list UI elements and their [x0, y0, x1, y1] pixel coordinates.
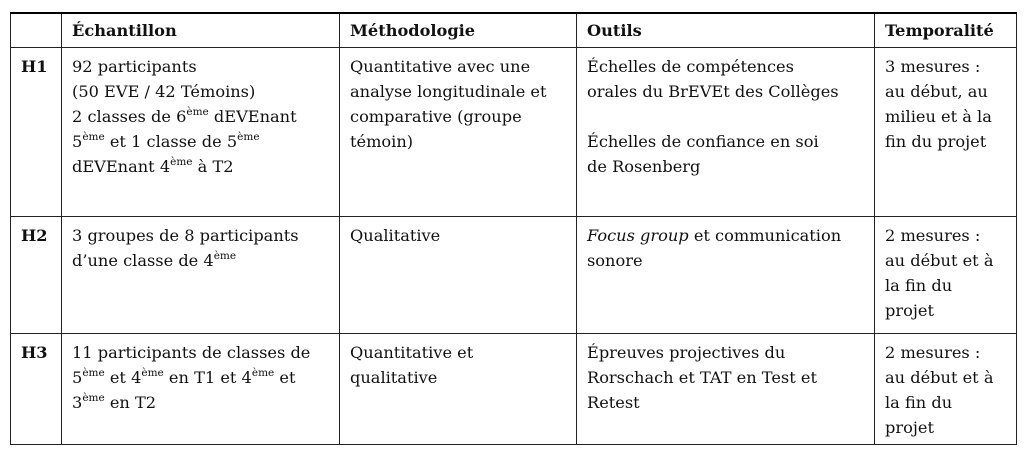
row-label: H3: [11, 334, 62, 445]
research-design-table: [10, 12, 1017, 445]
cell-echantillon: 3 groupes de 8 participants d’une classe de 4ème: [62, 217, 340, 334]
cell-outils: Focus group et communication sonore: [577, 217, 875, 334]
cell-temporalite: 2 mesures : au début et à la fin du projet: [875, 217, 1017, 334]
row-label: H1: [11, 48, 62, 217]
header-outils: Outils: [577, 13, 875, 48]
cell-temporalite: 3 mesures : au début, au milieu et à la fin du projet: [875, 48, 1017, 217]
header-echantillon: Échantillon: [62, 13, 340, 48]
cell-echantillon: 92 participants (50 EVE / 42 Témoins) 2 classes de 6ème dEVEnant 5ème et 1 classe de 5ème dEVEnant 4ème à T2: [62, 48, 340, 217]
header-temporalite: Temporalité: [875, 13, 1017, 48]
table-row: [11, 334, 1017, 445]
cell-methodologie: Quantitative avec une analyse longitudinale et comparative (groupe témoin): [340, 48, 577, 217]
cell-echantillon: 11 participants de classes de 5ème et 4ème en T1 et 4ème et 3ème en T2: [62, 334, 340, 445]
row-label: H2: [11, 217, 62, 334]
cell-temporalite: 2 mesures : au début et à la fin du projet: [875, 334, 1017, 445]
cell-methodologie: Qualitative: [340, 217, 577, 334]
header-hypothesis: [11, 13, 62, 48]
cell-outils: Échelles de compétences orales du BrEVEt des Collèges Échelles de confiance en soi de Rosenberg: [577, 48, 875, 217]
table-row: [11, 217, 1017, 334]
cell-methodologie: Quantitative et qualitative: [340, 334, 577, 445]
cell-outils: Épreuves projectives du Rorschach et TAT en Test et Retest: [577, 334, 875, 445]
header-methodologie: Méthodologie: [340, 13, 577, 48]
table-row: [11, 48, 1017, 217]
header-row: [11, 13, 1017, 48]
